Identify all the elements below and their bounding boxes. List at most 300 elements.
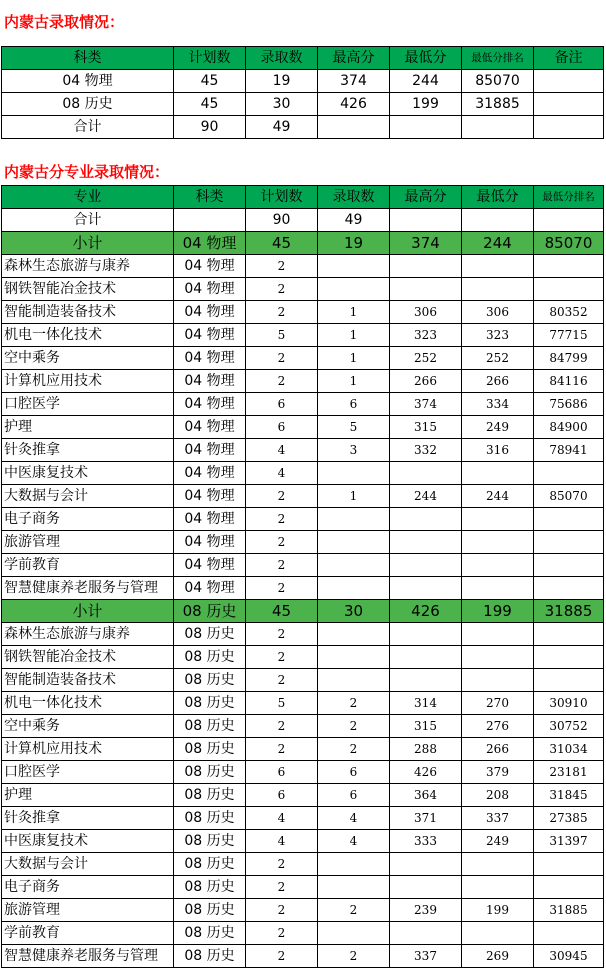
table-row-cell: 276 [462, 715, 534, 738]
table-row-cell: 337 [390, 945, 462, 968]
table-row-cell: 2 [246, 255, 318, 278]
table-header-row-cell: 科类 [174, 186, 246, 209]
table-row-cell: 77715 [534, 324, 604, 347]
table-row-cell: 4 [318, 807, 390, 830]
table-row-cell [390, 876, 462, 899]
table-row-cell [390, 462, 462, 485]
table-row-cell: 78941 [534, 439, 604, 462]
table-row [2, 623, 604, 646]
table-row-cell: 306 [390, 301, 462, 324]
table-row-cell: 6 [246, 784, 318, 807]
major-admission-table [1, 185, 604, 968]
table-row-cell: 08 历史 [174, 853, 246, 876]
table-row-cell [318, 554, 390, 577]
table-header-row-cell: 最低分 [390, 47, 462, 70]
table-row-cell [390, 646, 462, 669]
total-row-cell: 90 [246, 209, 318, 232]
table-row-cell: 1 [318, 324, 390, 347]
table-row-cell: 08 历史 [174, 876, 246, 899]
table-row-cell [462, 116, 534, 139]
table-row-cell: 27385 [534, 807, 604, 830]
table-row-cell: 45 [174, 70, 246, 93]
table-row-cell: 04 物理 [174, 554, 246, 577]
table-row-cell [318, 623, 390, 646]
table-row-cell [318, 577, 390, 600]
table-row-cell: 2 [246, 577, 318, 600]
admission-summary-table [1, 46, 604, 139]
table-row-cell: 智能制造装备技术 [2, 301, 174, 324]
table-row [2, 876, 604, 899]
total-row-cell: 合计 [2, 209, 174, 232]
table-row-cell [390, 554, 462, 577]
table-row-cell: 45 [174, 93, 246, 116]
table-header-row-cell: 录取数 [318, 186, 390, 209]
table-row-cell [534, 577, 604, 600]
table-row-cell: 2 [246, 278, 318, 301]
subtotal-row-cell: 199 [462, 600, 534, 623]
table-row-cell: 269 [462, 945, 534, 968]
table-row [2, 577, 604, 600]
table-row-cell: 266 [390, 370, 462, 393]
table-row-cell [462, 623, 534, 646]
table-row [2, 301, 604, 324]
table-header-row-cell: 计划数 [174, 47, 246, 70]
table-row-cell: 2 [246, 876, 318, 899]
table-row [2, 761, 604, 784]
table-row [2, 922, 604, 945]
subtotal-row-cell: 04 物理 [174, 232, 246, 255]
table-row-cell: 2 [246, 646, 318, 669]
table-row [2, 278, 604, 301]
total-row-cell: 49 [318, 209, 390, 232]
table-row-cell: 2 [246, 669, 318, 692]
table-row-cell: 1 [318, 485, 390, 508]
table-row-cell: 旅游管理 [2, 899, 174, 922]
table-row-cell: 大数据与会计 [2, 485, 174, 508]
table-row-cell: 2 [246, 554, 318, 577]
subtotal-row-cell: 30 [318, 600, 390, 623]
table-row-cell: 学前教育 [2, 554, 174, 577]
table-row [2, 370, 604, 393]
table-row-cell: 6 [246, 761, 318, 784]
subtotal-row-cell: 374 [390, 232, 462, 255]
table-header-row [2, 186, 604, 209]
table-row-cell: 266 [462, 370, 534, 393]
table-header-row-cell: 科类 [2, 47, 174, 70]
table-row-cell: 266 [462, 738, 534, 761]
table-row-cell: 护理 [2, 416, 174, 439]
table-row-cell: 04 物理 [174, 462, 246, 485]
table-row-cell: 84900 [534, 416, 604, 439]
section1-title: 内蒙古录取情况： [4, 13, 125, 31]
table-row-cell [318, 255, 390, 278]
table-row [2, 116, 604, 139]
total-row [2, 209, 604, 232]
table-row-cell: 08 历史 [174, 715, 246, 738]
table-row-cell: 04 物理 [174, 301, 246, 324]
table-row-cell [318, 646, 390, 669]
subtotal-row-cell: 45 [246, 600, 318, 623]
table-row [2, 485, 604, 508]
table-row-cell [534, 669, 604, 692]
table-row-cell [390, 922, 462, 945]
table-row-cell: 合计 [2, 116, 174, 139]
table-row-cell: 315 [390, 416, 462, 439]
table-row-cell: 371 [390, 807, 462, 830]
table-row-cell: 333 [390, 830, 462, 853]
table-row-cell: 机电一体化技术 [2, 324, 174, 347]
table-header-row-cell: 录取数 [246, 47, 318, 70]
table-row-cell: 244 [390, 70, 462, 93]
table-row-cell: 199 [390, 93, 462, 116]
table-row-cell: 针灸推拿 [2, 807, 174, 830]
table-row-cell [534, 554, 604, 577]
table-row-cell: 04 物理 [174, 485, 246, 508]
table-row-cell: 04 物理 [174, 370, 246, 393]
table-row-cell: 08 历史 [174, 692, 246, 715]
table-row-cell: 2 [318, 715, 390, 738]
table-row-cell: 84116 [534, 370, 604, 393]
table-row-cell: 323 [390, 324, 462, 347]
table-row-cell: 04 物理 [174, 439, 246, 462]
table-row-cell: 6 [318, 393, 390, 416]
table-row-cell: 04 物理 [174, 255, 246, 278]
table-row-cell: 2 [246, 370, 318, 393]
table-row-cell: 计算机应用技术 [2, 738, 174, 761]
table-row-cell: 2 [318, 692, 390, 715]
table-row-cell: 08 历史 [174, 899, 246, 922]
table-row-cell: 2 [246, 715, 318, 738]
table-row-cell: 316 [462, 439, 534, 462]
table-header-row-cell: 备注 [534, 47, 604, 70]
table-row-cell: 1 [318, 370, 390, 393]
table-row-cell [318, 853, 390, 876]
subtotal-row-cell: 19 [318, 232, 390, 255]
table-row-cell: 钢铁智能冶金技术 [2, 278, 174, 301]
table-row-cell: 4 [246, 439, 318, 462]
table-header-row-cell: 最低分排名 [462, 47, 534, 70]
table-row [2, 93, 604, 116]
table-row [2, 324, 604, 347]
table-row-cell: 08 历史 [174, 784, 246, 807]
table-row-cell: 08 历史 [174, 761, 246, 784]
table-row-cell [534, 278, 604, 301]
table-row-cell: 旅游管理 [2, 531, 174, 554]
table-row-cell: 机电一体化技术 [2, 692, 174, 715]
table-row-cell: 337 [462, 807, 534, 830]
table-row-cell: 426 [318, 93, 390, 116]
table-row-cell [318, 508, 390, 531]
table-header-row-cell: 最高分 [318, 47, 390, 70]
table-row-cell: 199 [462, 899, 534, 922]
table-row-cell: 08 历史 [174, 669, 246, 692]
table-row-cell: 2 [246, 899, 318, 922]
table-row-cell [318, 669, 390, 692]
table-row-cell: 2 [246, 531, 318, 554]
table-row-cell: 75686 [534, 393, 604, 416]
table-row [2, 807, 604, 830]
table-row-cell: 04 物理 [174, 577, 246, 600]
table-row-cell: 374 [390, 393, 462, 416]
table-row-cell: 2 [246, 347, 318, 370]
table-row-cell: 49 [246, 116, 318, 139]
subtotal-row-cell: 31885 [534, 600, 604, 623]
table-row [2, 646, 604, 669]
subtotal-row-cell: 08 历史 [174, 600, 246, 623]
table-row-cell [318, 922, 390, 945]
table-row [2, 554, 604, 577]
table-row-cell [462, 669, 534, 692]
table-row-cell: 1 [318, 301, 390, 324]
table-row-cell: 2 [318, 899, 390, 922]
table-row-cell: 6 [318, 784, 390, 807]
table-row-cell: 针灸推拿 [2, 439, 174, 462]
table-row-cell: 252 [390, 347, 462, 370]
table-row-cell: 249 [462, 830, 534, 853]
table-row-cell: 4 [246, 807, 318, 830]
table-row-cell: 288 [390, 738, 462, 761]
table-row-cell: 80352 [534, 301, 604, 324]
total-row-cell [174, 209, 246, 232]
table-row-cell: 钢铁智能冶金技术 [2, 646, 174, 669]
table-row-cell [390, 623, 462, 646]
table-row-cell: 2 [246, 738, 318, 761]
table-row-cell [462, 531, 534, 554]
table-row-cell: 85070 [462, 70, 534, 93]
table-row-cell: 314 [390, 692, 462, 715]
table-row-cell [318, 876, 390, 899]
table-row-cell: 护理 [2, 784, 174, 807]
table-row-cell [390, 255, 462, 278]
table-row-cell: 智慧健康养老服务与管理 [2, 945, 174, 968]
table-header-row-cell: 计划数 [246, 186, 318, 209]
table-header-row-cell: 最低分 [462, 186, 534, 209]
table-row-cell [462, 278, 534, 301]
table-row-cell: 计算机应用技术 [2, 370, 174, 393]
table-row-cell [390, 278, 462, 301]
table-row-cell: 6 [318, 761, 390, 784]
table-row-cell: 270 [462, 692, 534, 715]
table-row-cell: 379 [462, 761, 534, 784]
table-row [2, 669, 604, 692]
subtotal-row-cell: 85070 [534, 232, 604, 255]
table-header-row-cell: 最高分 [390, 186, 462, 209]
total-row-cell [390, 209, 462, 232]
table-row-cell: 04 物理 [174, 508, 246, 531]
table-row-cell: 334 [462, 393, 534, 416]
table-row-cell [462, 554, 534, 577]
table-row-cell: 中医康复技术 [2, 462, 174, 485]
table-row-cell: 5 [246, 692, 318, 715]
table-row-cell: 6 [246, 416, 318, 439]
table-row-cell [534, 255, 604, 278]
table-row-cell: 电子商务 [2, 508, 174, 531]
subtotal-row-cell: 小计 [2, 232, 174, 255]
table-row [2, 899, 604, 922]
table-row-cell: 244 [462, 485, 534, 508]
table-row-cell: 空中乘务 [2, 715, 174, 738]
table-row-cell [390, 669, 462, 692]
table-row-cell: 306 [462, 301, 534, 324]
table-row-cell: 08 历史 [174, 623, 246, 646]
table-row [2, 462, 604, 485]
table-row-cell [318, 462, 390, 485]
table-row-cell: 19 [246, 70, 318, 93]
table-row [2, 715, 604, 738]
table-row-cell: 4 [246, 830, 318, 853]
table-row-cell: 3 [318, 439, 390, 462]
table-row-cell: 239 [390, 899, 462, 922]
subtotal-row-cell: 小计 [2, 600, 174, 623]
table-row [2, 393, 604, 416]
table-row-cell: 中医康复技术 [2, 830, 174, 853]
table-row-cell: 5 [246, 324, 318, 347]
table-row-cell: 2 [246, 922, 318, 945]
table-row-cell: 31885 [462, 93, 534, 116]
table-row-cell [534, 853, 604, 876]
table-row-cell: 电子商务 [2, 876, 174, 899]
table-row-cell: 6 [246, 393, 318, 416]
table-row-cell [462, 462, 534, 485]
table-row-cell: 31397 [534, 830, 604, 853]
table-row-cell: 23181 [534, 761, 604, 784]
table-row-cell [534, 462, 604, 485]
table-row-cell: 30910 [534, 692, 604, 715]
total-row-cell [462, 209, 534, 232]
table-row-cell: 08 历史 [174, 807, 246, 830]
table-row-cell [318, 531, 390, 554]
table-row-cell: 5 [318, 416, 390, 439]
table-row-cell: 2 [246, 853, 318, 876]
table-row [2, 738, 604, 761]
table-row-cell [318, 116, 390, 139]
table-row-cell [534, 876, 604, 899]
table-row-cell: 31034 [534, 738, 604, 761]
table-row-cell: 08 历史 [174, 738, 246, 761]
table-row-cell: 智能制造装备技术 [2, 669, 174, 692]
table-row [2, 945, 604, 968]
table-header-row-cell: 专业 [2, 186, 174, 209]
table-row-cell: 84799 [534, 347, 604, 370]
table-row-cell [534, 646, 604, 669]
table-row [2, 830, 604, 853]
table-row [2, 692, 604, 715]
table-row-cell: 04 物理 [174, 531, 246, 554]
table-header-row-cell: 最低分排名 [534, 186, 604, 209]
table-row-cell: 4 [318, 830, 390, 853]
table-row-cell: 244 [390, 485, 462, 508]
section2-title: 内蒙古分专业录取情况： [4, 163, 170, 181]
table-row-cell: 315 [390, 715, 462, 738]
table-row-cell: 大数据与会计 [2, 853, 174, 876]
table-header-row [2, 47, 604, 70]
table-row [2, 784, 604, 807]
table-row-cell [462, 922, 534, 945]
table-row-cell: 08 历史 [174, 830, 246, 853]
table-row-cell: 332 [390, 439, 462, 462]
table-row-cell: 智慧健康养老服务与管理 [2, 577, 174, 600]
table-row-cell [318, 278, 390, 301]
table-row-cell [534, 508, 604, 531]
table-row-cell: 374 [318, 70, 390, 93]
table-row-cell: 04 物理 [174, 278, 246, 301]
table-row-cell: 空中乘务 [2, 347, 174, 370]
table-row-cell: 252 [462, 347, 534, 370]
table-row-cell: 森林生态旅游与康养 [2, 623, 174, 646]
table-row-cell [462, 853, 534, 876]
table-row [2, 531, 604, 554]
subtotal-row [2, 600, 604, 623]
table-row-cell [462, 876, 534, 899]
table-row-cell: 1 [318, 347, 390, 370]
table-row [2, 439, 604, 462]
table-row-cell [534, 922, 604, 945]
table-row-cell: 364 [390, 784, 462, 807]
table-row [2, 255, 604, 278]
table-row-cell: 04 物理 [174, 393, 246, 416]
table-row-cell [390, 508, 462, 531]
table-row-cell: 森林生态旅游与康养 [2, 255, 174, 278]
table-row-cell [390, 116, 462, 139]
table-row [2, 508, 604, 531]
table-row-cell: 85070 [534, 485, 604, 508]
table-row-cell: 2 [246, 945, 318, 968]
table-row-cell [462, 508, 534, 531]
table-row-cell [462, 255, 534, 278]
table-row-cell: 4 [246, 462, 318, 485]
table-row-cell: 学前教育 [2, 922, 174, 945]
subtotal-row-cell: 244 [462, 232, 534, 255]
table-row-cell: 04 物理 [174, 416, 246, 439]
table-row-cell: 249 [462, 416, 534, 439]
table-row-cell: 2 [246, 485, 318, 508]
subtotal-row-cell: 45 [246, 232, 318, 255]
table-row-cell: 2 [246, 508, 318, 531]
table-row-cell: 2 [318, 738, 390, 761]
table-row-cell [534, 623, 604, 646]
table-row-cell: 208 [462, 784, 534, 807]
table-row-cell: 08 历史 [174, 922, 246, 945]
table-row-cell: 08 历史 [174, 646, 246, 669]
table-row-cell: 04 物理 [174, 347, 246, 370]
table-row-cell [534, 116, 604, 139]
table-row [2, 347, 604, 370]
subtotal-row-cell: 426 [390, 600, 462, 623]
table-row-cell [462, 577, 534, 600]
table-row-cell [462, 646, 534, 669]
table-row-cell: 口腔医学 [2, 761, 174, 784]
table-row [2, 70, 604, 93]
table-row-cell: 口腔医学 [2, 393, 174, 416]
subtotal-row [2, 232, 604, 255]
table-row-cell: 2 [318, 945, 390, 968]
table-row-cell: 31885 [534, 899, 604, 922]
table-row-cell: 30752 [534, 715, 604, 738]
table-row-cell: 08 历史 [2, 93, 174, 116]
table-row-cell [390, 577, 462, 600]
table-row-cell: 04 物理 [174, 324, 246, 347]
table-row-cell [390, 531, 462, 554]
table-row-cell: 31845 [534, 784, 604, 807]
table-row-cell: 2 [246, 623, 318, 646]
table-row [2, 853, 604, 876]
table-row-cell [390, 853, 462, 876]
table-row [2, 416, 604, 439]
table-row-cell: 323 [462, 324, 534, 347]
table-row-cell [534, 93, 604, 116]
table-row-cell: 90 [174, 116, 246, 139]
table-row-cell: 426 [390, 761, 462, 784]
